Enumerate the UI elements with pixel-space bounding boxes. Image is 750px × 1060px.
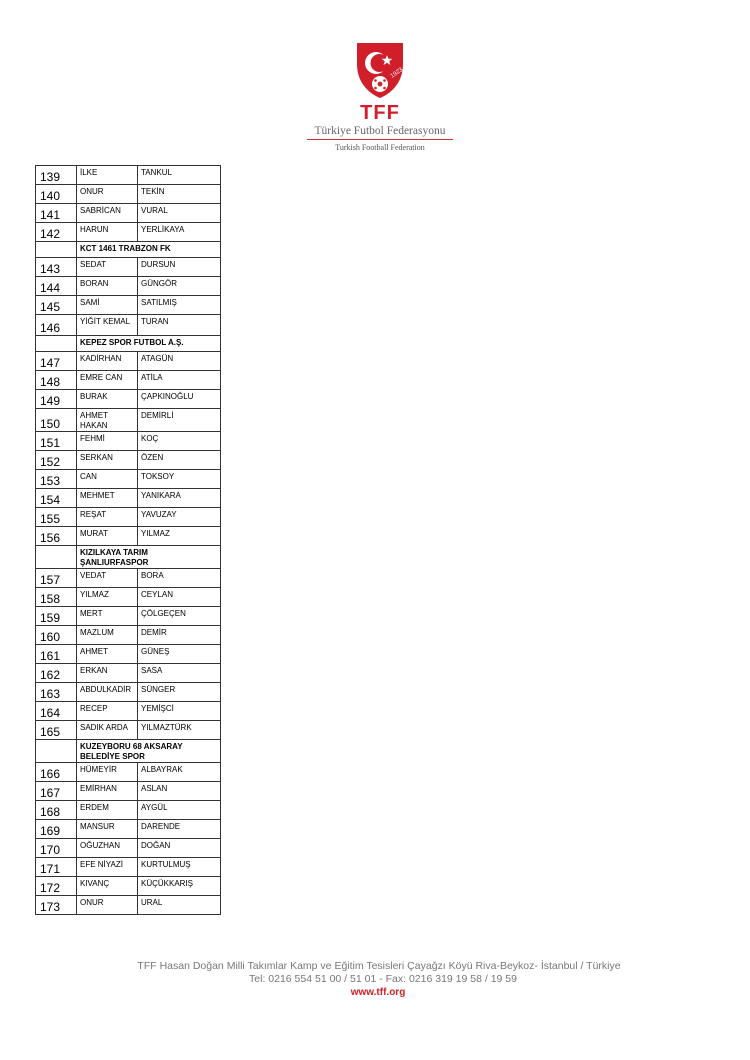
player-first-name: OĞUZHAN — [77, 839, 138, 858]
player-number: 150 — [36, 409, 77, 432]
player-row — [36, 858, 221, 877]
player-row — [36, 489, 221, 508]
player-last-name: VURAL — [138, 204, 221, 223]
player-first-name: REŞAT — [77, 508, 138, 527]
player-number: 168 — [36, 801, 77, 820]
player-last-name: AYGÜL — [138, 801, 221, 820]
player-row — [36, 185, 221, 204]
player-row — [36, 258, 221, 277]
player-first-name: SERKAN — [77, 451, 138, 470]
footer-phone-fax: Tel: 0216 554 51 00 / 51 01 - Fax: 0216 319 19 58 / 19 59 — [249, 973, 517, 985]
player-last-name: DOĞAN — [138, 839, 221, 858]
player-row — [36, 470, 221, 489]
player-last-name: DURSUN — [138, 258, 221, 277]
club-header-row — [36, 740, 221, 763]
player-row — [36, 896, 221, 915]
player-number: 158 — [36, 588, 77, 607]
player-row — [36, 645, 221, 664]
player-row — [36, 352, 221, 371]
player-first-name: VEDAT — [77, 569, 138, 588]
club-header-blank-cell — [36, 740, 77, 763]
player-number: 165 — [36, 721, 77, 740]
player-number: 155 — [36, 508, 77, 527]
player-first-name: FEHMİ — [77, 432, 138, 451]
player-last-name: YAVUZAY — [138, 508, 221, 527]
player-last-name: KÜÇÜKKARIŞ — [138, 877, 221, 896]
player-first-name: ERKAN — [77, 664, 138, 683]
player-number: 140 — [36, 185, 77, 204]
player-first-name: ERDEM — [77, 801, 138, 820]
player-row — [36, 877, 221, 896]
player-first-name: SADIK ARDA — [77, 721, 138, 740]
player-number: 152 — [36, 451, 77, 470]
tff-logo-block — [300, 40, 460, 154]
player-last-name: YANIKARA — [138, 489, 221, 508]
player-number: 142 — [36, 223, 77, 242]
player-number: 170 — [36, 839, 77, 858]
footer-address: TFF Hasan Doğan Milli Takımlar Kamp ve Eğitim Tesisleri Çayağzı Köyü Riva-Beykoz- İstanbul / Türkiye — [137, 960, 621, 972]
club-name: KIZILKAYA TARIM ŞANLIURFASPOR — [77, 546, 221, 569]
club-name: KEPEZ SPOR FUTBOL A.Ş. — [77, 336, 221, 352]
player-number: 166 — [36, 763, 77, 782]
footer-website: www.tff.org — [350, 987, 406, 998]
player-number: 160 — [36, 626, 77, 645]
player-last-name: ÖZEN — [138, 451, 221, 470]
player-number: 156 — [36, 527, 77, 546]
player-last-name: KURTULMUŞ — [138, 858, 221, 877]
player-number: 141 — [36, 204, 77, 223]
player-last-name: BORA — [138, 569, 221, 588]
page-footer — [0, 960, 750, 1000]
org-divider — [307, 139, 453, 140]
player-first-name: EMRE CAN — [77, 371, 138, 390]
player-number: 146 — [36, 315, 77, 336]
player-first-name: EFE NİYAZİ — [77, 858, 138, 877]
player-row — [36, 839, 221, 858]
player-last-name: YEMİŞCİ — [138, 702, 221, 721]
player-number: 171 — [36, 858, 77, 877]
player-roster-body — [36, 166, 221, 915]
player-row — [36, 296, 221, 315]
club-header-blank-cell — [36, 546, 77, 569]
player-last-name: SASA — [138, 664, 221, 683]
player-row — [36, 763, 221, 782]
player-row — [36, 409, 221, 432]
player-last-name: GÜNEŞ — [138, 645, 221, 664]
club-header-row — [36, 242, 221, 258]
player-number: 144 — [36, 277, 77, 296]
player-first-name: HARUN — [77, 223, 138, 242]
player-row — [36, 277, 221, 296]
player-row — [36, 432, 221, 451]
player-last-name: DARENDE — [138, 820, 221, 839]
player-last-name: ÇÖLGEÇEN — [138, 607, 221, 626]
player-last-name: GÜNGÖR — [138, 277, 221, 296]
player-row — [36, 801, 221, 820]
player-number: 149 — [36, 390, 77, 409]
player-row — [36, 527, 221, 546]
player-first-name: SABRİCAN — [77, 204, 138, 223]
player-number: 147 — [36, 352, 77, 371]
player-first-name: MERT — [77, 607, 138, 626]
player-last-name: TEKİN — [138, 185, 221, 204]
club-name: KUZEYBORU 68 AKSARAY BELEDİYE SPOR — [77, 740, 221, 763]
player-number: 153 — [36, 470, 77, 489]
player-number: 164 — [36, 702, 77, 721]
player-number: 157 — [36, 569, 77, 588]
player-last-name: ALBAYRAK — [138, 763, 221, 782]
player-row — [36, 721, 221, 740]
player-row — [36, 569, 221, 588]
player-first-name: SEDAT — [77, 258, 138, 277]
player-last-name: CEYLAN — [138, 588, 221, 607]
player-number: 154 — [36, 489, 77, 508]
player-last-name: ATİLA — [138, 371, 221, 390]
player-first-name: HÜMEYİR — [77, 763, 138, 782]
player-number: 172 — [36, 877, 77, 896]
player-number: 167 — [36, 782, 77, 801]
player-first-name: AHMET HAKAN — [77, 409, 138, 432]
player-first-name: MURAT — [77, 527, 138, 546]
player-first-name: CAN — [77, 470, 138, 489]
player-first-name: BORAN — [77, 277, 138, 296]
club-header-row — [36, 546, 221, 569]
player-number: 139 — [36, 166, 77, 185]
player-number: 169 — [36, 820, 77, 839]
player-number: 159 — [36, 607, 77, 626]
player-row — [36, 315, 221, 336]
player-number: 162 — [36, 664, 77, 683]
player-first-name: KADİRHAN — [77, 352, 138, 371]
player-first-name: İLKE — [77, 166, 138, 185]
player-number: 143 — [36, 258, 77, 277]
player-row — [36, 820, 221, 839]
player-row — [36, 508, 221, 527]
player-number: 173 — [36, 896, 77, 915]
player-first-name: MANSUR — [77, 820, 138, 839]
player-last-name: KOÇ — [138, 432, 221, 451]
player-row — [36, 588, 221, 607]
player-last-name: SÜNGER — [138, 683, 221, 702]
player-last-name: YERLİKAYA — [138, 223, 221, 242]
club-header-blank-cell — [36, 336, 77, 352]
player-first-name: SAMİ — [77, 296, 138, 315]
player-last-name: ATAGÜN — [138, 352, 221, 371]
tff-brand-wordmark: TFF — [360, 102, 400, 124]
player-last-name: YILMAZ — [138, 527, 221, 546]
tff-emblem-icon — [354, 40, 406, 100]
player-row — [36, 371, 221, 390]
player-number: 161 — [36, 645, 77, 664]
player-first-name: RECEP — [77, 702, 138, 721]
player-row — [36, 390, 221, 409]
player-row — [36, 204, 221, 223]
player-row — [36, 702, 221, 721]
player-first-name: ABDULKADİR — [77, 683, 138, 702]
player-row — [36, 607, 221, 626]
player-row — [36, 664, 221, 683]
org-name-tr: Türkiye Futbol Federasyonu — [314, 125, 446, 137]
player-first-name: AHMET — [77, 645, 138, 664]
player-number: 151 — [36, 432, 77, 451]
player-first-name: KIVANÇ — [77, 877, 138, 896]
player-row — [36, 683, 221, 702]
club-header-blank-cell — [36, 242, 77, 258]
player-last-name: TOKSOY — [138, 470, 221, 489]
player-last-name: TURAN — [138, 315, 221, 336]
player-first-name: ONUR — [77, 185, 138, 204]
player-row — [36, 451, 221, 470]
player-number: 163 — [36, 683, 77, 702]
logo-year: 1923 — [389, 67, 405, 80]
player-first-name: YİĞİT KEMAL — [77, 315, 138, 336]
player-row — [36, 782, 221, 801]
player-last-name: YILMAZTÜRK — [138, 721, 221, 740]
player-first-name: ONUR — [77, 896, 138, 915]
player-number: 145 — [36, 296, 77, 315]
player-last-name: SATILMIŞ — [138, 296, 221, 315]
player-last-name: URAL — [138, 896, 221, 915]
player-first-name: MEHMET — [77, 489, 138, 508]
player-last-name: ÇAPKINOĞLU — [138, 390, 221, 409]
org-name-en: Turkish Football Federation — [335, 143, 425, 152]
player-number: 148 — [36, 371, 77, 390]
player-row — [36, 626, 221, 645]
club-name: KCT 1461 TRABZON FK — [77, 242, 221, 258]
player-last-name: DEMİRLİ — [138, 409, 221, 432]
player-roster-table — [35, 165, 221, 915]
player-row — [36, 223, 221, 242]
player-last-name: DEMİR — [138, 626, 221, 645]
player-row — [36, 166, 221, 185]
club-header-row — [36, 336, 221, 352]
player-first-name: BURAK — [77, 390, 138, 409]
player-first-name: EMİRHAN — [77, 782, 138, 801]
player-first-name: MAZLUM — [77, 626, 138, 645]
player-first-name: YILMAZ — [77, 588, 138, 607]
player-last-name: TANKUL — [138, 166, 221, 185]
player-last-name: ASLAN — [138, 782, 221, 801]
